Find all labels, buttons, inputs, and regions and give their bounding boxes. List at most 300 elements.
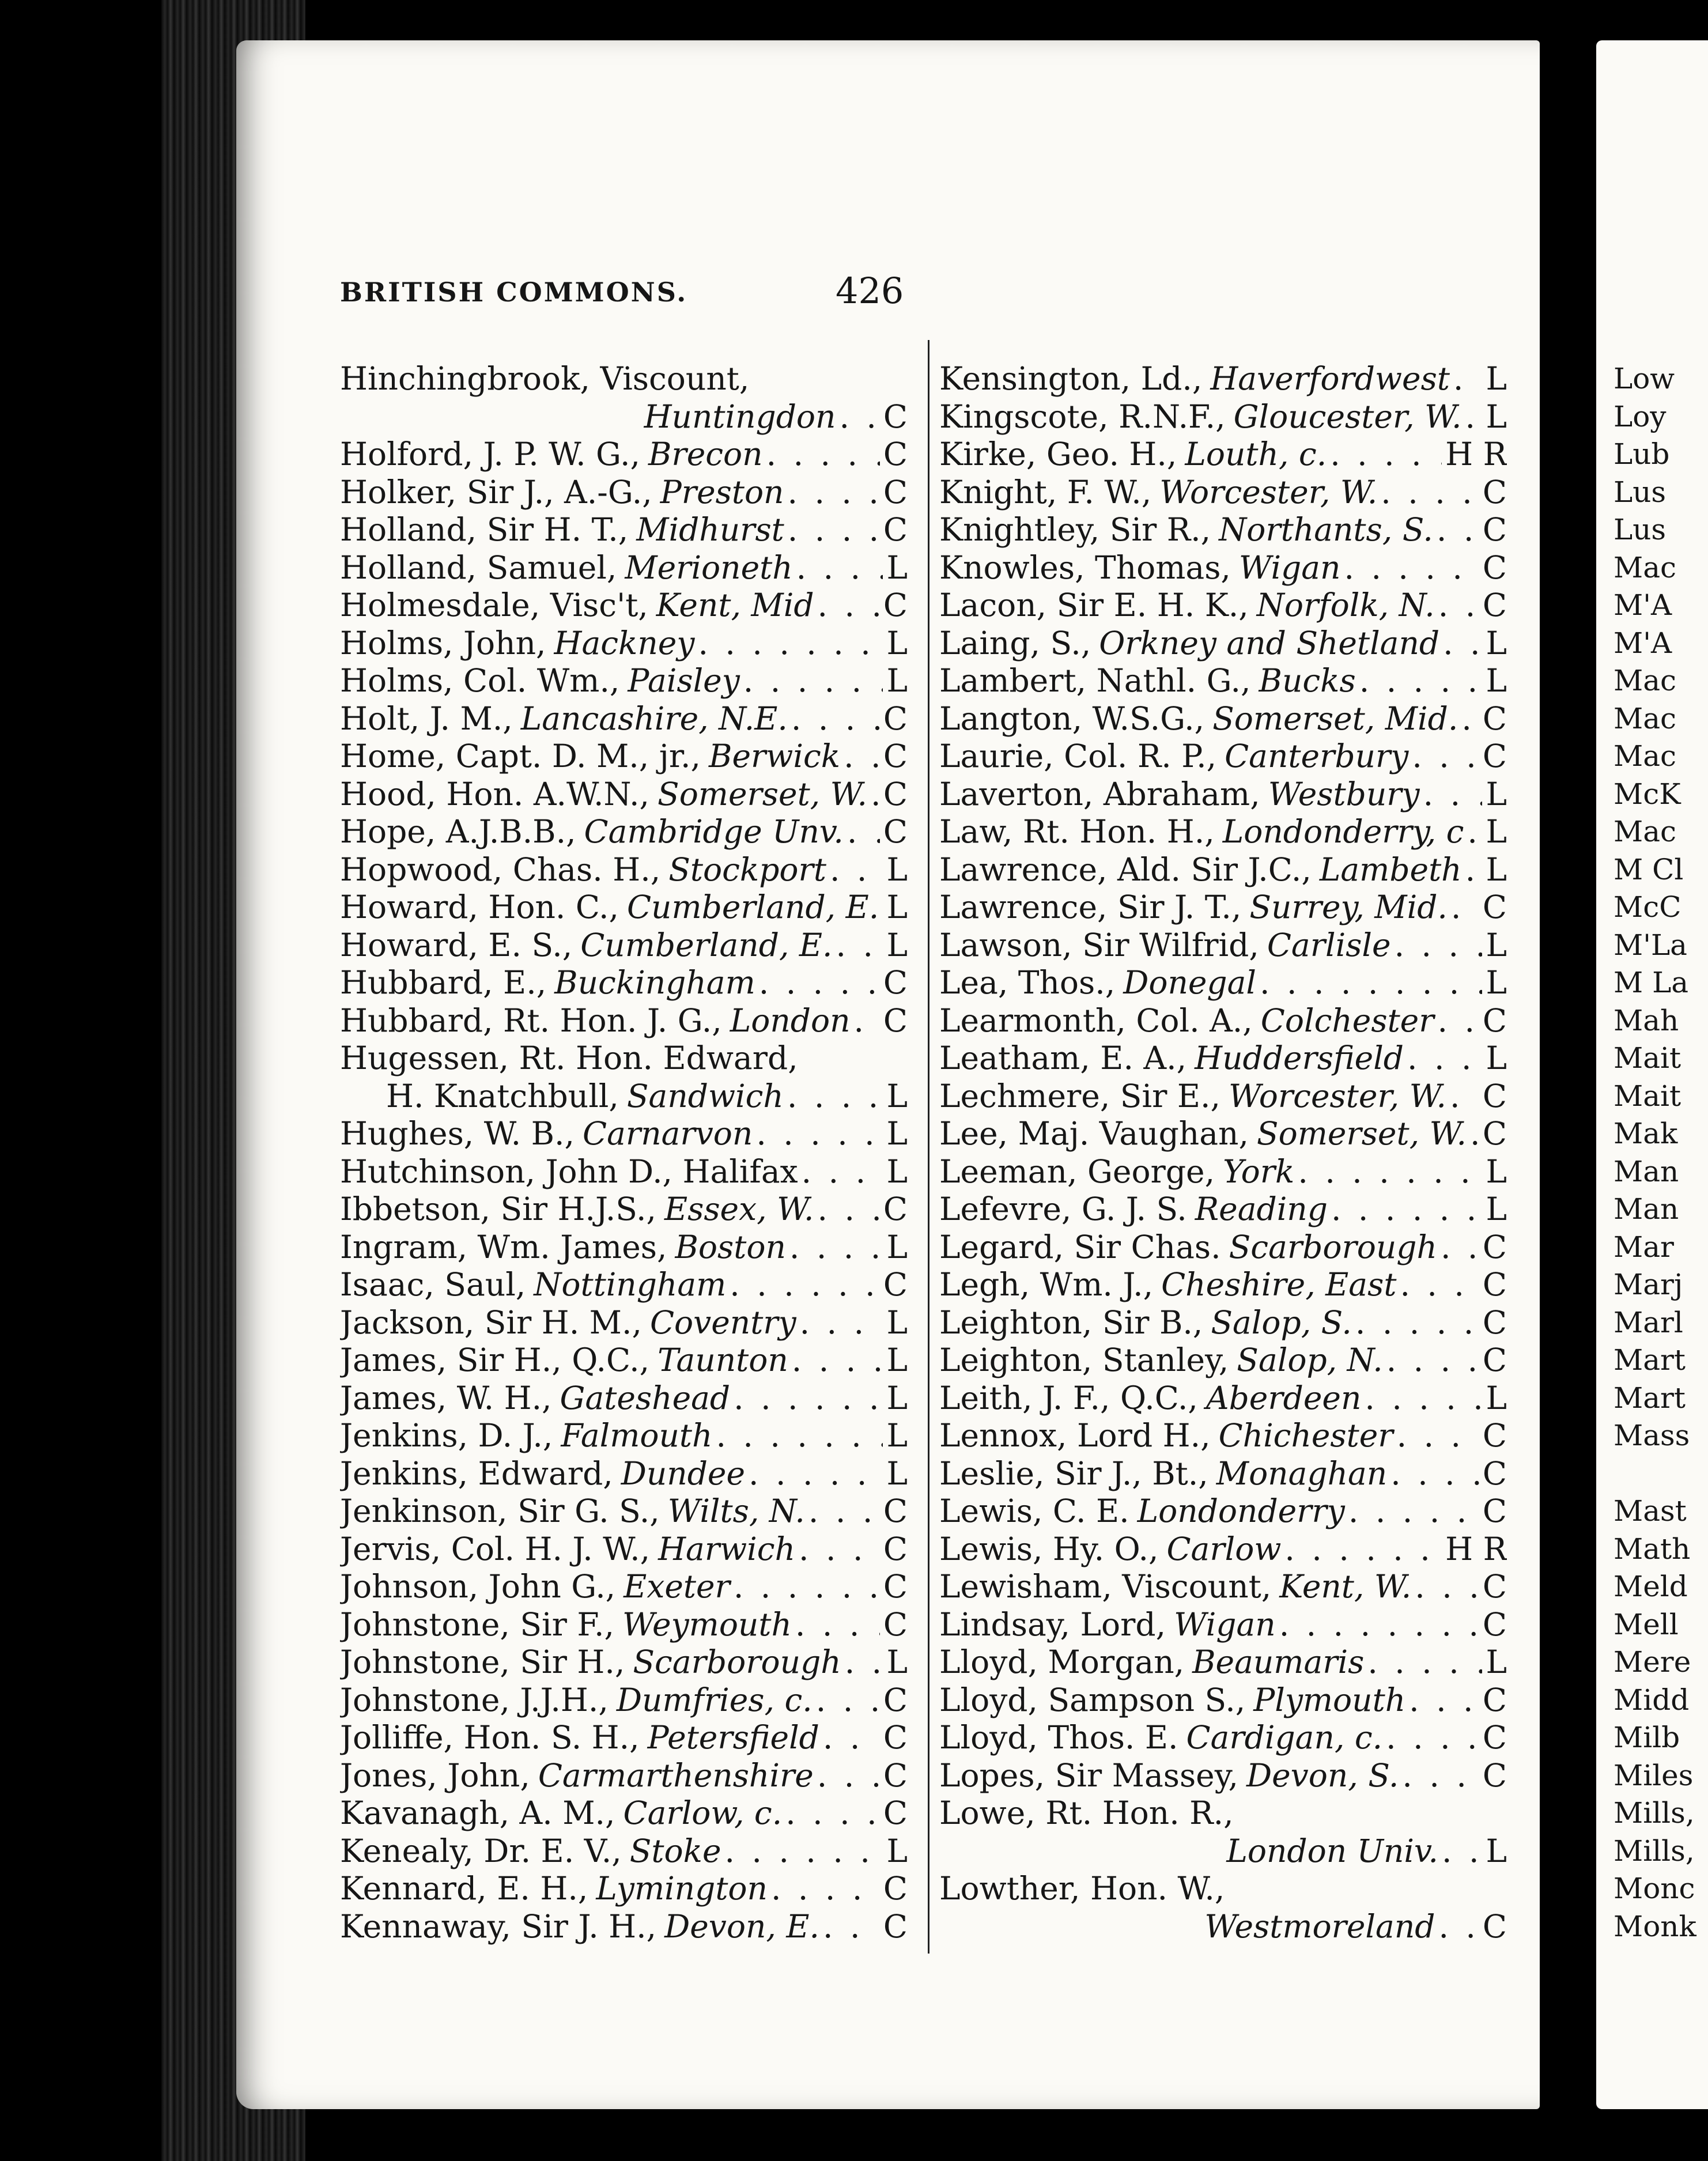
directory-entry [340,1644,908,1682]
member-name: Kennard, E. H., [340,1870,588,1907]
leader-dots [1470,1115,1479,1153]
member-name: Jones, John, [340,1756,530,1794]
next-page-stub: Mar [1613,1230,1674,1264]
party-affiliation: C [883,398,908,435]
constituency: Somerset, Mid. [1212,700,1458,737]
party-affiliation: C [883,700,908,737]
next-page-stub: M La [1613,966,1689,999]
next-page-stub: M Cl [1613,852,1684,886]
directory-entry [340,1568,908,1606]
leader-dots [734,1380,883,1418]
directory-entry [939,1342,1507,1380]
member-name: Lee, Maj. Vaughan, [939,1115,1249,1152]
directory-entry [340,587,908,625]
leader-dots [788,511,880,549]
directory-entry [340,1493,908,1531]
directory-entry [340,1682,908,1720]
directory-entry [340,889,908,927]
constituency: Plymouth [1253,1681,1406,1718]
party-affiliation: C [883,775,908,813]
book-page [236,40,1540,2109]
leader-dots [792,1342,883,1380]
member-name: Johnstone, Sir F., [340,1605,614,1643]
constituency: Devon, S. [1246,1756,1399,1794]
leader-dots [789,1229,883,1267]
party-affiliation: C [883,1719,908,1756]
next-page-stub: Marl [1613,1305,1683,1339]
party-affiliation: C [1482,587,1507,624]
directory-entry [340,1719,908,1757]
constituency: Norfolk, N. [1256,587,1435,624]
constituency: Exeter [624,1568,730,1605]
party-affiliation: L [1486,1153,1507,1190]
leader-dots [1409,1682,1479,1720]
member-name: Hubbard, Rt. Hon. J. G., [340,1002,722,1039]
leader-dots [756,1115,883,1153]
party-affiliation: L [886,1077,908,1114]
next-page-stub: Mait [1613,1041,1681,1075]
member-name: Laverton, Abraham, [939,775,1260,813]
leader-dots [817,1757,880,1795]
directory-entry [939,549,1507,587]
leader-dots [1441,1229,1479,1267]
directory-entry [939,436,1507,474]
member-name: Kennaway, Sir J. H., [340,1907,657,1945]
directory-entry [340,1266,908,1304]
next-page-stub: Mac [1613,701,1677,735]
leader-dots [1437,511,1479,549]
directory-entry [939,1417,1507,1455]
member-name: Langton, W.S.G., [939,700,1205,737]
next-page-stub: Lus [1613,475,1667,509]
party-affiliation: L [886,1379,908,1416]
member-name: Lambert, Nathl. G., [939,662,1251,699]
party-affiliation: C [883,1266,908,1303]
member-name: Hubbard, E., [340,964,547,1001]
party-affiliation: L [886,1153,908,1190]
member-name: Lewis, Hy. O., [939,1530,1159,1567]
directory-entry [340,1606,908,1644]
next-page-stub: Midd [1613,1683,1690,1717]
constituency: Carlow, c. [623,1794,783,1831]
directory-entry [340,360,908,398]
next-page-stub: Mills, [1613,1834,1695,1868]
member-name: Leslie, Sir J., Bt., [939,1454,1208,1492]
directory-entry [939,1794,1507,1833]
party-affiliation: C [1482,1568,1507,1605]
leader-dots [795,1606,880,1644]
constituency: Canterbury [1225,738,1409,775]
member-name: Leighton, Sir B., [939,1304,1203,1341]
constituency: London [730,1002,851,1039]
party-affiliation: C [1482,511,1507,548]
constituency: Taunton [657,1342,788,1378]
member-name: H. Knatchbull, [386,1077,619,1114]
leader-dots [823,1719,880,1757]
constituency: Worcester, W. [1159,473,1378,511]
leader-dots [1400,1266,1479,1304]
constituency: Lancashire, N.E. [520,700,788,737]
party-affiliation: C [883,511,908,548]
party-affiliation: L [886,662,908,699]
constituency: Chichester [1218,1417,1393,1454]
directory-entry [939,398,1507,436]
leader-dots [817,1191,879,1229]
directory-entry [340,1380,908,1418]
directory-entry [340,851,908,889]
party-affiliation: C [1482,473,1507,511]
directory-entry [939,1115,1507,1153]
next-page-stub: Monk [1613,1909,1696,1943]
member-name: Knowles, Thomas, [939,549,1231,586]
party-affiliation: C [1482,1342,1507,1378]
leader-dots [1381,474,1479,512]
constituency: Sandwich [626,1077,784,1114]
leader-dots [796,549,883,587]
next-page-stub: Mere [1613,1645,1691,1679]
party-affiliation: L [886,1304,908,1341]
member-name: Kirke, Geo. H., [939,436,1177,473]
directory-entry [939,700,1507,738]
member-name: Leith, J. F., Q.C., [939,1379,1198,1416]
leader-dots [730,1266,880,1304]
member-name: Lloyd, Morgan, [939,1644,1185,1680]
party-affiliation: C [883,1530,908,1567]
member-name: Holland, Sir H. T., [340,511,629,548]
left-column [340,360,908,1945]
party-affiliation: L [1486,813,1507,850]
party-affiliation: C [1482,1417,1507,1454]
constituency: York [1223,1153,1295,1190]
leader-dots [816,1682,880,1720]
directory-entry [939,1870,1507,1908]
directory-entry [340,1040,908,1078]
party-affiliation: L [886,889,908,925]
leader-dots [1331,1191,1483,1229]
constituency: Hackney [554,624,695,662]
party-affiliation: C [1482,1454,1507,1492]
member-name: Laurie, Col. R. P., [939,738,1217,775]
directory-entry [939,1493,1507,1531]
member-name: Holt, J. M., [340,700,513,737]
constituency: Lambeth [1319,851,1462,888]
constituency: Wigan [1174,1605,1276,1643]
leader-dots [749,1455,883,1493]
member-name: Jenkinson, Sir G. S., [340,1493,660,1529]
directory-entry [939,474,1507,512]
constituency: Lymington [596,1870,768,1907]
directory-entry [340,927,908,965]
leader-dots [847,813,880,851]
leader-dots [785,1794,880,1833]
running-title: BRITISH COMMONS. [340,277,688,308]
constituency: Dundee [621,1454,746,1492]
constituency: Donegal [1123,964,1257,1001]
party-affiliation: C [883,1493,908,1529]
member-name: Johnson, John G., [340,1568,616,1605]
constituency: Carmarthenshire [538,1756,814,1794]
member-name: Kingscote, R.N.F., [939,398,1226,435]
constituency: Dumfries, c. [616,1681,813,1718]
party-affiliation: C [1482,1304,1507,1341]
member-name: Lea, Thos., [939,964,1116,1001]
directory-entry [939,1606,1507,1644]
party-affiliation: C [1482,1719,1507,1756]
constituency: Wigan [1238,549,1341,586]
leader-dots [1467,813,1482,851]
leader-dots [1386,1342,1479,1380]
member-name: Holms, John, [340,624,546,662]
next-page-stub: Mac [1613,664,1677,697]
directory-entry [340,1757,908,1795]
directory-entry [340,1794,908,1833]
member-name: Hugessen, Rt. Hon. Edward, [340,1040,798,1076]
leader-dots [1438,1002,1479,1040]
leader-dots [1438,587,1479,625]
party-affiliation: C [883,1907,908,1945]
constituency: Cumberland, E. [626,889,879,925]
member-name: Knight, F. W., [939,473,1152,511]
member-name: Holmesdale, Visc't, [340,587,648,624]
member-name: Lowther, Hon. W., [939,1870,1225,1907]
constituency: Carlisle [1267,926,1391,964]
party-affiliation: C [1482,1681,1507,1718]
party-affiliation: C [883,1794,908,1831]
member-name: Home, Capt. D. M., jr., [340,738,701,775]
party-affiliation: L [1486,662,1507,699]
party-affiliation: C [1482,1115,1507,1152]
directory-entry [340,700,908,738]
directory-entry [340,1153,908,1191]
member-name: Law, Rt. Hon. H., [939,813,1215,850]
leader-dots [1453,360,1483,398]
directory-entry [939,1304,1507,1342]
party-affiliation: C [883,1870,908,1907]
member-name: Kensington, Ld., [939,360,1203,397]
member-name: Holford, J. P. W. G., [340,436,640,473]
directory-entry [340,436,908,474]
next-page-stub: M'A [1613,588,1672,622]
party-affiliation: L [1486,964,1507,1001]
member-name: Holland, Samuel, [340,549,617,586]
member-name: Hutchinson, John D., Halifax [340,1153,798,1190]
directory-entry [340,474,908,512]
directory-entry [939,1191,1507,1229]
constituency: Aberdeen [1206,1379,1362,1416]
leader-dots [1465,851,1483,889]
constituency: Orkney and Shetland [1099,624,1440,662]
directory-entry [340,1002,908,1040]
leader-dots [787,1078,883,1116]
party-affiliation: L [886,1228,908,1265]
leader-dots [1407,1040,1482,1078]
next-page-stub: Loy [1613,399,1667,433]
member-name: Isaac, Saul, [340,1266,526,1303]
constituency: Surrey, Mid. [1249,889,1448,925]
directory-entry [340,1078,908,1116]
directory-entry [939,1682,1507,1720]
directory-entry [939,511,1507,549]
leader-dots [743,662,883,700]
party-affiliation: C [883,473,908,511]
directory-entry [340,1191,908,1229]
directory-entry [340,1342,908,1380]
directory-entry [939,1455,1507,1493]
directory-entry [340,1908,908,1946]
party-affiliation: L [886,1832,908,1869]
directory-entry [340,398,908,436]
constituency: Weymouth [622,1605,792,1643]
party-affiliation: C [883,436,908,473]
directory-entry [340,662,908,700]
constituency: Northants, S. [1219,511,1433,548]
member-name: Lawson, Sir Wilfrid, [939,926,1259,964]
directory-entry [939,1229,1507,1267]
member-name: Leeman, George, [939,1153,1215,1190]
directory-entry [939,1078,1507,1116]
member-name: Jervis, Col. H. J. W., [340,1530,651,1567]
directory-entry [340,1417,908,1455]
party-affiliation: L [1486,775,1507,813]
directory-entry [939,1757,1507,1795]
constituency: London Univ. [1226,1832,1439,1869]
constituency: Salop, N. [1237,1342,1383,1378]
directory-entry [939,851,1507,889]
directory-entry [939,889,1507,927]
constituency: Kent, W. [1279,1568,1412,1605]
directory-entry [340,1870,908,1908]
constituency: Preston [660,473,784,511]
constituency: Scarborough [1229,1228,1437,1265]
leader-dots [854,1002,880,1040]
constituency: Coventry [649,1304,796,1341]
party-affiliation: C [883,1568,908,1605]
member-name: Lewisham, Viscount, [939,1568,1272,1605]
party-affiliation: C [1482,738,1507,775]
directory-entry [340,738,908,776]
directory-entry [939,813,1507,851]
leader-dots [882,889,883,927]
constituency: Scarborough [633,1644,841,1680]
party-affiliation: H R [1445,436,1507,473]
party-affiliation: H R [1445,1530,1507,1567]
constituency: Huddersfield [1195,1040,1404,1076]
party-affiliation: C [1482,1493,1507,1529]
member-name: Hood, Hon. A.W.N., [340,775,650,813]
constituency: Brecon [648,436,763,473]
directory-entry [939,1644,1507,1682]
leader-dots: . . [839,398,880,435]
party-affiliation: C [883,1756,908,1794]
member-name: Lloyd, Thos. E. [939,1719,1178,1756]
next-page-stub: Mait [1613,1079,1681,1113]
constituency: Cardigan, c. [1186,1719,1383,1756]
leader-dots [800,1304,883,1342]
party-affiliation: C [883,1681,908,1718]
directory-entry [939,1531,1507,1569]
directory-entry [340,964,908,1002]
directory-entry [939,1380,1507,1418]
column-divider [928,340,929,1954]
constituency: Huntingdon [644,398,836,435]
directory-entry [939,587,1507,625]
member-name: Ingram, Wm. James, [340,1228,667,1265]
leader-dots [799,1531,880,1569]
constituency: Wilts, N. [667,1493,805,1529]
party-affiliation: C [883,738,908,775]
constituency: Cheshire, East [1161,1266,1397,1303]
party-affiliation: L [886,1342,908,1378]
member-name: Lewis, C. E. [939,1493,1129,1529]
party-affiliation: C [1482,1907,1507,1945]
constituency: Stoke [629,1832,721,1869]
leader-dots [1415,1568,1479,1606]
member-name: Lopes, Sir Massey, [939,1756,1238,1794]
party-affiliation: L [1486,1379,1507,1416]
next-page-stub: Lub [1613,437,1670,471]
party-affiliation: C [883,813,908,850]
party-affiliation: C [1482,1605,1507,1643]
leader-dots [845,1644,883,1682]
directory-entry [939,1568,1507,1606]
leader-dots [1279,1606,1479,1644]
constituency: Cambridge Unv. [584,813,844,850]
party-affiliation: L [886,1417,908,1454]
member-name: Hinchingbrook, Viscount, [340,360,750,397]
leader-dots [1412,738,1479,776]
constituency: Somerset, W. [1256,1115,1467,1152]
next-page-stubs [1596,360,1708,1945]
leader-dots [1461,700,1479,738]
next-page-edge [1596,40,1708,2109]
constituency: Harwich [658,1530,796,1567]
party-affiliation: C [1482,889,1507,925]
directory-entry [340,1115,908,1153]
member-name: Ibbetson, Sir H.J.S., [340,1191,656,1227]
directory-entry [939,738,1507,776]
party-affiliation: L [1486,398,1507,435]
member-name: Jackson, Sir H. M., [340,1304,642,1341]
party-affiliation: L [886,549,908,586]
constituency: Haverfordwest [1210,360,1450,397]
constituency: Londonderry, c [1222,813,1464,850]
party-affiliation: L [1486,360,1507,397]
member-name: Lacon, Sir E. H. K., [939,587,1249,624]
constituency: Colchester [1260,1002,1434,1039]
constituency: Petersfield [647,1719,819,1756]
party-affiliation: L [886,926,908,964]
page-number: 426 [836,270,904,312]
next-page-stub: Mast [1613,1494,1687,1528]
leader-dots [787,474,879,512]
constituency: Reading [1195,1191,1328,1227]
leader-dots [808,1493,880,1531]
constituency: Essex, W. [664,1191,814,1227]
leader-dots [1450,1078,1479,1116]
member-name: Howard, E. S., [340,926,573,964]
member-name: Leatham, E. A., [939,1040,1187,1076]
member-name: Lennox, Lord H., [939,1417,1211,1454]
party-affiliation: C [883,1605,908,1643]
next-page-stub: Marj [1613,1268,1683,1301]
next-page-stub: Mart [1613,1381,1686,1415]
next-page-stub: Mac [1613,550,1677,584]
directory-entry [939,625,1507,663]
leader-dots [1367,1644,1482,1682]
member-name: Lawrence, Sir J. T., [939,889,1242,925]
leader-dots [1451,889,1479,927]
directory-entry [939,1153,1507,1191]
